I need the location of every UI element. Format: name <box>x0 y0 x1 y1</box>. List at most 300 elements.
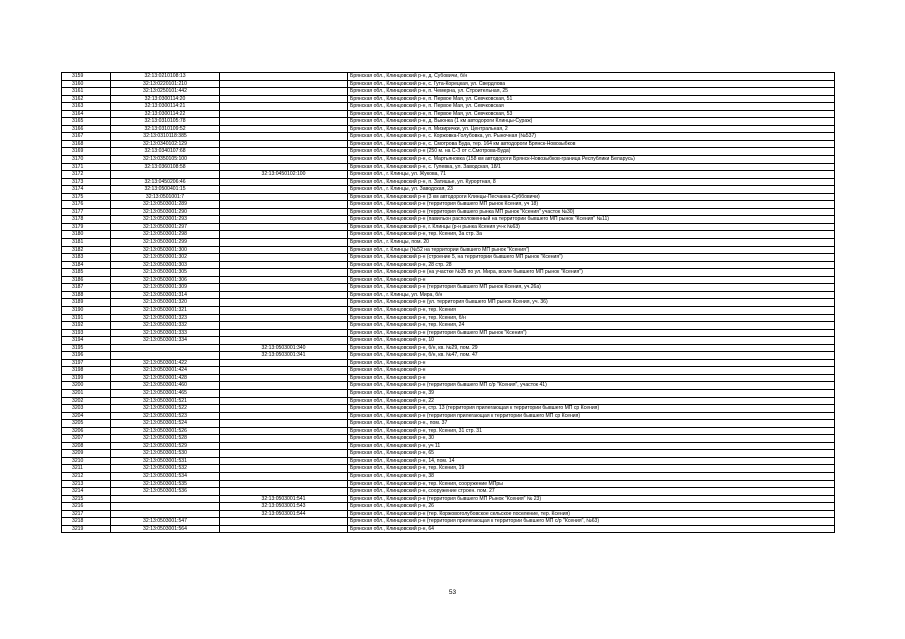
cadastral-number-cell: 32:13:0503001:521 <box>111 397 220 405</box>
table-row <box>62 178 835 186</box>
cadastral-number-cell: 32:13:0503001:305 <box>111 269 220 277</box>
address-cell: Брянская обл., Клинцовский р-н (территория прилегающая к территории бывшего МП с/р "Ксения", №63) <box>348 518 835 526</box>
cadastral-number-cell: 32:13:0503001:564 <box>111 525 220 533</box>
cadastral-number-cell: 32:13:0503001:302 <box>111 254 220 262</box>
address-cell: Брянская обл., Клинцовский р-н, 38 <box>348 472 835 480</box>
cadastral-number-cell: 32:13:0503001:422 <box>111 359 220 367</box>
table-row <box>62 314 835 322</box>
cadastral-number-cell <box>111 510 220 518</box>
row-number-cell: 3194 <box>62 337 111 345</box>
row-number-cell: 3189 <box>62 299 111 307</box>
cadastral-number-alt-cell: 32:13:0503001:341 <box>220 352 348 360</box>
address-cell: Брянская обл., Клинцовский р-н, п. Чемерна, ул. Строительная, 25 <box>348 88 835 96</box>
cadastral-number-cell: 32:13:0503001:306 <box>111 276 220 284</box>
cadastral-number-cell: 32:13:0503001:526 <box>111 427 220 435</box>
cadastral-number-alt-cell <box>220 186 348 194</box>
address-cell: Брянская обл., Клинцовский р-н (на участке №35 по ул. Мира, возле бывшего МП рынок "Ксения") <box>348 269 835 277</box>
cadastral-number-alt-cell <box>220 254 348 262</box>
cadastral-number-cell: 32:13:0503001:321 <box>111 306 220 314</box>
cadastral-number-alt-cell <box>220 389 348 397</box>
table-row <box>62 276 835 284</box>
cadastral-number-cell: 32:13:0250101:442 <box>111 88 220 96</box>
table-row <box>62 95 835 103</box>
address-cell: Брянская обл., Клинцовский р-н, 64 <box>348 525 835 533</box>
cadastral-number-alt-cell: 32:13:0503001:543 <box>220 503 348 511</box>
cadastral-number-cell: 32:13:0503001:530 <box>111 450 220 458</box>
cadastral-number-alt-cell <box>220 239 348 247</box>
row-number-cell: 3162 <box>62 95 111 103</box>
row-number-cell: 3165 <box>62 118 111 126</box>
address-cell: Брянская обл., г. Клинцы, ул. Мира, б/н <box>348 291 835 299</box>
address-cell: Брянская обл., Клинцовский р-н, п. Первое Мая, ул. Севчковская, 51 <box>348 95 835 103</box>
cadastral-number-cell: 32:13:0503001:293 <box>111 216 220 224</box>
cadastral-number-cell: 32:13:0503001:320 <box>111 299 220 307</box>
cadastral-number-cell: 32:13:0503001:528 <box>111 435 220 443</box>
table-row <box>62 261 835 269</box>
cadastral-number-cell: 32:13:0503001:300 <box>111 246 220 254</box>
table-row <box>62 201 835 209</box>
address-cell: Брянская обл., Клинцовский р-н (территория прилегающая к территории бывшего МП ср Ксения) <box>348 412 835 420</box>
address-cell: Брянская обл., г. Клинцы, ул. Жукова, 71 <box>348 171 835 179</box>
cadastral-number-alt-cell <box>220 125 348 133</box>
table-row <box>62 405 835 413</box>
cadastral-number-alt-cell <box>220 405 348 413</box>
table-row <box>62 495 835 503</box>
address-cell: Брянская обл., Клинцовский р-н, 10 <box>348 337 835 345</box>
cadastral-number-cell: 32:13:0503001:290 <box>111 208 220 216</box>
address-cell: Брянская обл., Клинцовский р-н, п. Затишье, ул. Курортная, 8 <box>348 178 835 186</box>
cadastral-number-cell: 32:13:0503001:531 <box>111 457 220 465</box>
row-number-cell: 3198 <box>62 367 111 375</box>
table-row <box>62 246 835 254</box>
table-row <box>62 186 835 194</box>
cadastral-number-cell: 32:13:0503001:424 <box>111 367 220 375</box>
cadastral-number-alt-cell <box>220 322 348 330</box>
address-cell: Брянская обл., Клинцовский р-н, 28 стр. 28 <box>348 261 835 269</box>
table-row <box>62 269 835 277</box>
table-row <box>62 88 835 96</box>
cadastral-number-alt-cell <box>220 420 348 428</box>
table-row <box>62 374 835 382</box>
address-cell: Брянская обл., Клинцовский р-н, тер. Ксения <box>348 306 835 314</box>
table-row <box>62 223 835 231</box>
address-cell: Брянская обл., Клинцовский р-н, п. Первое Мая, ул. Севчковская, 53 <box>348 110 835 118</box>
cadastral-number-cell: 32:13:0220101:210 <box>111 80 220 88</box>
cadastral-number-alt-cell <box>220 314 348 322</box>
row-number-cell: 3197 <box>62 359 111 367</box>
table-row <box>62 163 835 171</box>
cadastral-number-cell: 32:13:0503001:299 <box>111 239 220 247</box>
table-row <box>62 291 835 299</box>
row-number-cell: 3183 <box>62 254 111 262</box>
address-cell: Брянская обл., Клинцовский р-н (территория бывшего МП Рынок "Ксения" № 23) <box>348 495 835 503</box>
cadastral-number-alt-cell <box>220 374 348 382</box>
row-number-cell: 3208 <box>62 442 111 450</box>
address-cell: Брянская обл., Клинцовский р-н, тер. Ксения, 24 <box>348 322 835 330</box>
cadastral-number-cell: 32:13:0503001:529 <box>111 442 220 450</box>
table-row <box>62 299 835 307</box>
cadastral-number-alt-cell <box>220 231 348 239</box>
cadastral-number-alt-cell <box>220 284 348 292</box>
row-number-cell: 3219 <box>62 525 111 533</box>
row-number-cell: 3191 <box>62 314 111 322</box>
cadastral-number-cell <box>111 352 220 360</box>
address-cell: Брянская обл., Клинцовский р-н <box>348 374 835 382</box>
row-number-cell: 3192 <box>62 322 111 330</box>
row-number-cell: 3169 <box>62 148 111 156</box>
address-cell: Брянская обл., Клинцовский р-н, с. Смотрова Буда, тер. 164 км автодороги Брянск-Новозыбков <box>348 140 835 148</box>
cadastral-number-cell: 32:13:0503001:314 <box>111 291 220 299</box>
cadastral-number-alt-cell <box>220 397 348 405</box>
table-row <box>62 352 835 360</box>
cadastral-number-cell: 32:13:0503001:547 <box>111 518 220 526</box>
cadastral-number-cell: 32:13:0310118:385 <box>111 133 220 141</box>
cadastral-number-alt-cell: 32:13:0503001:541 <box>220 495 348 503</box>
address-cell: Брянская обл., Клинцовский р-н, тер. Ксения, 19 <box>348 465 835 473</box>
table-row <box>62 344 835 352</box>
cadastral-number-alt-cell <box>220 450 348 458</box>
cadastral-number-cell <box>111 495 220 503</box>
row-number-cell: 3181 <box>62 239 111 247</box>
row-number-cell: 3159 <box>62 73 111 81</box>
table-row <box>62 465 835 473</box>
address-cell: Брянская обл., Клинцовский р-н (3 км автодороги Клинцы-Песчанка-Суббовичи) <box>348 193 835 201</box>
row-number-cell: 3164 <box>62 110 111 118</box>
row-number-cell: 3205 <box>62 420 111 428</box>
table-row <box>62 472 835 480</box>
address-cell: Брянская обл., Клинцовский р-н <box>348 359 835 367</box>
address-cell: Брянская обл., Клинцовский р-н, с. Гулевка, ул. Заводская, 18/1 <box>348 163 835 171</box>
row-number-cell: 3175 <box>62 193 111 201</box>
table-row <box>62 427 835 435</box>
cadastral-number-cell: 32:13:0501001:7 <box>111 193 220 201</box>
table-row <box>62 457 835 465</box>
table-row <box>62 337 835 345</box>
address-cell: Брянская обл., Клинцовский р-н (территория бывшего МП рынок "Ксения") <box>348 329 835 337</box>
table-row <box>62 397 835 405</box>
cadastral-number-cell: 32:13:0300114:20 <box>111 95 220 103</box>
cadastral-number-cell: 32:13:0360108:58 <box>111 163 220 171</box>
address-cell: Брянская обл., Клинцовский р-н, сооружение строен. пом. 27 <box>348 488 835 496</box>
address-cell: Брянская обл., Клинцовский р-н (строение 5, на территории бывшего МП рынок "Ксения") <box>348 254 835 262</box>
row-number-cell: 3186 <box>62 276 111 284</box>
row-number-cell: 3193 <box>62 329 111 337</box>
address-cell: Брянская обл., Клинцовский р-н, г. Клинцы (р-н рынка Ксения уч-к №63) <box>348 223 835 231</box>
cadastral-number-alt-cell <box>220 133 348 141</box>
cadastral-number-alt-cell <box>220 193 348 201</box>
table-row <box>62 322 835 330</box>
address-cell: Брянская обл., Клинцовский р-н, с. Коржовка-Голубовка, ул. Рыночная (№537) <box>348 133 835 141</box>
address-cell: Брянская обл., Клинцовский р-н, тер. Ксения, 31 стр. 31 <box>348 427 835 435</box>
cadastral-number-alt-cell: 32:13:0503001:544 <box>220 510 348 518</box>
table-row <box>62 103 835 111</box>
cadastral-number-cell: 32:13:0300114:22 <box>111 110 220 118</box>
row-number-cell: 3216 <box>62 503 111 511</box>
address-cell: Брянская обл., Клинцовский р-н, д. Выюнка (1 км автодороги Клинцы-Сураж) <box>348 118 835 126</box>
address-cell: Брянская обл., Клинцовский р-н (ул. территория бывшего МП рынок Ксения, уч. 36) <box>348 299 835 307</box>
table-row <box>62 231 835 239</box>
cadastral-number-cell: 32:13:0503001:428 <box>111 374 220 382</box>
cadastral-number-cell: 32:13:0503001:536 <box>111 488 220 496</box>
row-number-cell: 3170 <box>62 156 111 164</box>
cadastral-number-cell: 32:13:0503001:532 <box>111 465 220 473</box>
table-row <box>62 420 835 428</box>
table-row <box>62 110 835 118</box>
address-cell: Брянская обл., Клинцовский р-н, с. Мартьяновка (158 км автодороги Брянск-Новозыбков-граница Республики Беларусь) <box>348 156 835 164</box>
registry-table-body <box>62 73 835 533</box>
cadastral-number-cell: 32:13:0310109:52 <box>111 125 220 133</box>
cadastral-number-alt-cell <box>220 488 348 496</box>
cadastral-number-alt-cell <box>220 367 348 375</box>
row-number-cell: 3185 <box>62 269 111 277</box>
cadastral-number-cell: 32:13:0503001:297 <box>111 223 220 231</box>
row-number-cell: 3200 <box>62 382 111 390</box>
cadastral-number-alt-cell <box>220 208 348 216</box>
cadastral-number-alt-cell <box>220 178 348 186</box>
cadastral-number-alt-cell <box>220 118 348 126</box>
address-cell: Брянская обл., Клинцовский р-н, уч 11 <box>348 442 835 450</box>
cadastral-number-cell <box>111 344 220 352</box>
cadastral-number-cell: 32:13:0503001:333 <box>111 329 220 337</box>
cadastral-number-alt-cell <box>220 329 348 337</box>
address-cell: Брянская обл., Клинцовский р-н <box>348 276 835 284</box>
table-row <box>62 171 835 179</box>
cadastral-number-alt-cell <box>220 291 348 299</box>
table-row <box>62 389 835 397</box>
cadastral-number-alt-cell <box>220 163 348 171</box>
cadastral-number-cell: 32:13:0503001:332 <box>111 322 220 330</box>
cadastral-number-cell: 32:13:0503001:535 <box>111 480 220 488</box>
cadastral-number-cell: 32:13:0310105:78 <box>111 118 220 126</box>
cadastral-number-alt-cell: 32:13:0450102:100 <box>220 171 348 179</box>
table-row <box>62 382 835 390</box>
row-number-cell: 3168 <box>62 140 111 148</box>
address-cell: Брянская обл., Клинцовский р-н, 65 <box>348 450 835 458</box>
cadastral-number-cell: 32:13:0340102:129 <box>111 140 220 148</box>
row-number-cell: 3178 <box>62 216 111 224</box>
cadastral-number-cell: 32:13:0500401:15 <box>111 186 220 194</box>
row-number-cell: 3206 <box>62 427 111 435</box>
table-row <box>62 73 835 81</box>
table-row <box>62 359 835 367</box>
row-number-cell: 3195 <box>62 344 111 352</box>
cadastral-number-cell: 32:13:0350105:100 <box>111 156 220 164</box>
row-number-cell: 3214 <box>62 488 111 496</box>
address-cell: Брянская обл., Клинцовский р-н., пом. 37 <box>348 420 835 428</box>
row-number-cell: 3172 <box>62 171 111 179</box>
address-cell: Брянская обл., г. Клинцы, ул. Заводская, 23 <box>348 186 835 194</box>
row-number-cell: 3184 <box>62 261 111 269</box>
row-number-cell: 3210 <box>62 457 111 465</box>
table-row <box>62 488 835 496</box>
cadastral-number-alt-cell <box>220 95 348 103</box>
cadastral-number-alt-cell <box>220 457 348 465</box>
row-number-cell: 3167 <box>62 133 111 141</box>
cadastral-number-alt-cell <box>220 246 348 254</box>
cadastral-number-alt-cell <box>220 442 348 450</box>
cadastral-number-cell <box>111 171 220 179</box>
cadastral-number-alt-cell <box>220 140 348 148</box>
cadastral-number-cell: 32:13:0503001:524 <box>111 420 220 428</box>
table-row <box>62 125 835 133</box>
cadastral-number-alt-cell <box>220 480 348 488</box>
table-row <box>62 306 835 314</box>
cadastral-number-alt-cell <box>220 88 348 96</box>
cadastral-number-alt-cell <box>220 472 348 480</box>
cadastral-number-cell <box>111 503 220 511</box>
row-number-cell: 3174 <box>62 186 111 194</box>
cadastral-number-alt-cell: 32:13:0503001:340 <box>220 344 348 352</box>
table-row <box>62 480 835 488</box>
address-cell: Брянская обл., Клинцовский р-н, тер. Ксения, б/н <box>348 314 835 322</box>
cadastral-number-alt-cell <box>220 427 348 435</box>
row-number-cell: 3171 <box>62 163 111 171</box>
address-cell: Брянская обл., Клинцовский р-н (территория бывшего МП рынок Ксения, уч.26а) <box>348 284 835 292</box>
table-row <box>62 156 835 164</box>
cadastral-number-cell: 32:13:0210108:13 <box>111 73 220 81</box>
cadastral-number-cell: 32:13:0503001:303 <box>111 261 220 269</box>
address-cell: Брянская обл., Клинцовский р-н, с. Гута-Корецкая, ул. Свердлова <box>348 80 835 88</box>
row-number-cell: 3182 <box>62 246 111 254</box>
address-cell: Брянская обл., Клинцовский р-н, п. Первое Мая, ул. Севчковская <box>348 103 835 111</box>
table-row <box>62 435 835 443</box>
row-number-cell: 3199 <box>62 374 111 382</box>
address-cell: Брянская обл., г. Клинцы (№52 на территории бывшего МП рынок "Ксения") <box>348 246 835 254</box>
cadastral-number-cell: 32:13:0503001:298 <box>111 231 220 239</box>
address-cell: Брянская обл., Клинцовский р-н (250 м. на С-З от с.Смотрова-Буда) <box>348 148 835 156</box>
table-row <box>62 80 835 88</box>
table-row <box>62 367 835 375</box>
row-number-cell: 3173 <box>62 178 111 186</box>
address-cell: Брянская обл., Клинцовский р-н, 14, пом. 14 <box>348 457 835 465</box>
row-number-cell: 3179 <box>62 223 111 231</box>
row-number-cell: 3187 <box>62 284 111 292</box>
address-cell: Брянская обл., Клинцовский р-н (тер. Коржовоголубовское сельское поселение, тер. Ксения) <box>348 510 835 518</box>
address-cell: Брянская обл., Клинцовский р-н (территория бывшего МП с/р "Ксения", участок 41) <box>348 382 835 390</box>
row-number-cell: 3176 <box>62 201 111 209</box>
cadastral-number-alt-cell <box>220 216 348 224</box>
cadastral-number-alt-cell <box>220 276 348 284</box>
row-number-cell: 3215 <box>62 495 111 503</box>
table-row <box>62 510 835 518</box>
cadastral-number-cell: 32:13:0340107:68 <box>111 148 220 156</box>
table-row <box>62 284 835 292</box>
cadastral-number-alt-cell <box>220 518 348 526</box>
table-row <box>62 329 835 337</box>
cadastral-number-cell: 32:13:0503001:309 <box>111 284 220 292</box>
address-cell: Брянская обл., Клинцовский р-н, 39 <box>348 389 835 397</box>
cadastral-number-cell: 32:13:0503001:465 <box>111 389 220 397</box>
cadastral-number-cell: 32:13:0450206:46 <box>111 178 220 186</box>
cadastral-number-alt-cell <box>220 73 348 81</box>
address-cell: Брянская обл., Клинцовский р-н, д. Субовичи, б/н <box>348 73 835 81</box>
table-row <box>62 412 835 420</box>
cadastral-number-alt-cell <box>220 525 348 533</box>
address-cell: Брянская обл., Клинцовский р-н (территория бывшего рынка МП рынок "Ксения" участок №30) <box>348 208 835 216</box>
address-cell: Брянская обл., Клинцовский р-н (территория бывшего МП рынок Ксения, уч 18) <box>348 201 835 209</box>
cadastral-number-alt-cell <box>220 337 348 345</box>
row-number-cell: 3218 <box>62 518 111 526</box>
cadastral-number-alt-cell <box>220 412 348 420</box>
cadastral-number-alt-cell <box>220 269 348 277</box>
cadastral-number-cell: 32:13:0503001:523 <box>111 412 220 420</box>
row-number-cell: 3196 <box>62 352 111 360</box>
registry-table <box>61 72 835 533</box>
table-row <box>62 503 835 511</box>
cadastral-number-alt-cell <box>220 223 348 231</box>
address-cell: Брянская обл., Клинцовский р-н, б/н, кв. №29, пом. 29 <box>348 344 835 352</box>
cadastral-number-cell: 32:13:0503001:534 <box>111 472 220 480</box>
cadastral-number-alt-cell <box>220 201 348 209</box>
address-cell: Брянская обл., Клинцовский р-н, тер. Ксения, 3а стр. 3а <box>348 231 835 239</box>
row-number-cell: 3211 <box>62 465 111 473</box>
row-number-cell: 3163 <box>62 103 111 111</box>
row-number-cell: 3177 <box>62 208 111 216</box>
cadastral-number-cell: 32:13:0300114:21 <box>111 103 220 111</box>
address-cell: Брянская обл., Клинцовский р-н (павильон расположенный на территории бывшего МП рынок "Ксения" №11) <box>348 216 835 224</box>
cadastral-number-cell: 32:13:0503001:323 <box>111 314 220 322</box>
table-row <box>62 208 835 216</box>
cadastral-number-alt-cell <box>220 382 348 390</box>
cadastral-number-alt-cell <box>220 110 348 118</box>
row-number-cell: 3203 <box>62 405 111 413</box>
address-cell: Брянская обл., Клинцовский р-н, стр. 13 (территория прилегающая к территории бывшего МП ср Ксения) <box>348 405 835 413</box>
table-row <box>62 140 835 148</box>
table-row <box>62 216 835 224</box>
row-number-cell: 3166 <box>62 125 111 133</box>
cadastral-number-cell: 32:13:0503001:334 <box>111 337 220 345</box>
address-cell: Брянская обл., Клинцовский р-н, п. Мизирички, ул. Центральная, 2 <box>348 125 835 133</box>
cadastral-number-alt-cell <box>220 299 348 307</box>
row-number-cell: 3213 <box>62 480 111 488</box>
cadastral-number-alt-cell <box>220 435 348 443</box>
row-number-cell: 3207 <box>62 435 111 443</box>
table-row <box>62 148 835 156</box>
row-number-cell: 3160 <box>62 80 111 88</box>
address-cell: Брянская обл., Клинцовский р-н, 30 <box>348 435 835 443</box>
table-row <box>62 518 835 526</box>
row-number-cell: 3202 <box>62 397 111 405</box>
row-number-cell: 3188 <box>62 291 111 299</box>
cadastral-number-cell: 32:13:0503001:289 <box>111 201 220 209</box>
address-cell: Брянская обл., Клинцовский р-н <box>348 367 835 375</box>
row-number-cell: 3209 <box>62 450 111 458</box>
cadastral-number-alt-cell <box>220 261 348 269</box>
table-row <box>62 442 835 450</box>
table-row <box>62 118 835 126</box>
row-number-cell: 3180 <box>62 231 111 239</box>
cadastral-number-alt-cell <box>220 80 348 88</box>
cadastral-number-alt-cell <box>220 103 348 111</box>
row-number-cell: 3217 <box>62 510 111 518</box>
cadastral-number-alt-cell <box>220 156 348 164</box>
row-number-cell: 3190 <box>62 306 111 314</box>
table-row <box>62 254 835 262</box>
cadastral-number-cell: 32:13:0503001:522 <box>111 405 220 413</box>
cadastral-number-alt-cell <box>220 306 348 314</box>
page-number: 53 <box>448 589 457 596</box>
address-cell: Брянская обл., Клинцовский р-н, тер. Ксения, сооружение МПры <box>348 480 835 488</box>
cadastral-number-alt-cell <box>220 465 348 473</box>
row-number-cell: 3212 <box>62 472 111 480</box>
row-number-cell: 3201 <box>62 389 111 397</box>
address-cell: Брянская обл., г. Клинцы, пом. 20 <box>348 239 835 247</box>
address-cell: Брянская обл., Клинцовский р-н, 22 <box>348 397 835 405</box>
table-row <box>62 450 835 458</box>
table-row <box>62 239 835 247</box>
address-cell: Брянская обл., Клинцовский р-н, б/н, кв. №47, пом. 47 <box>348 352 835 360</box>
row-number-cell: 3161 <box>62 88 111 96</box>
